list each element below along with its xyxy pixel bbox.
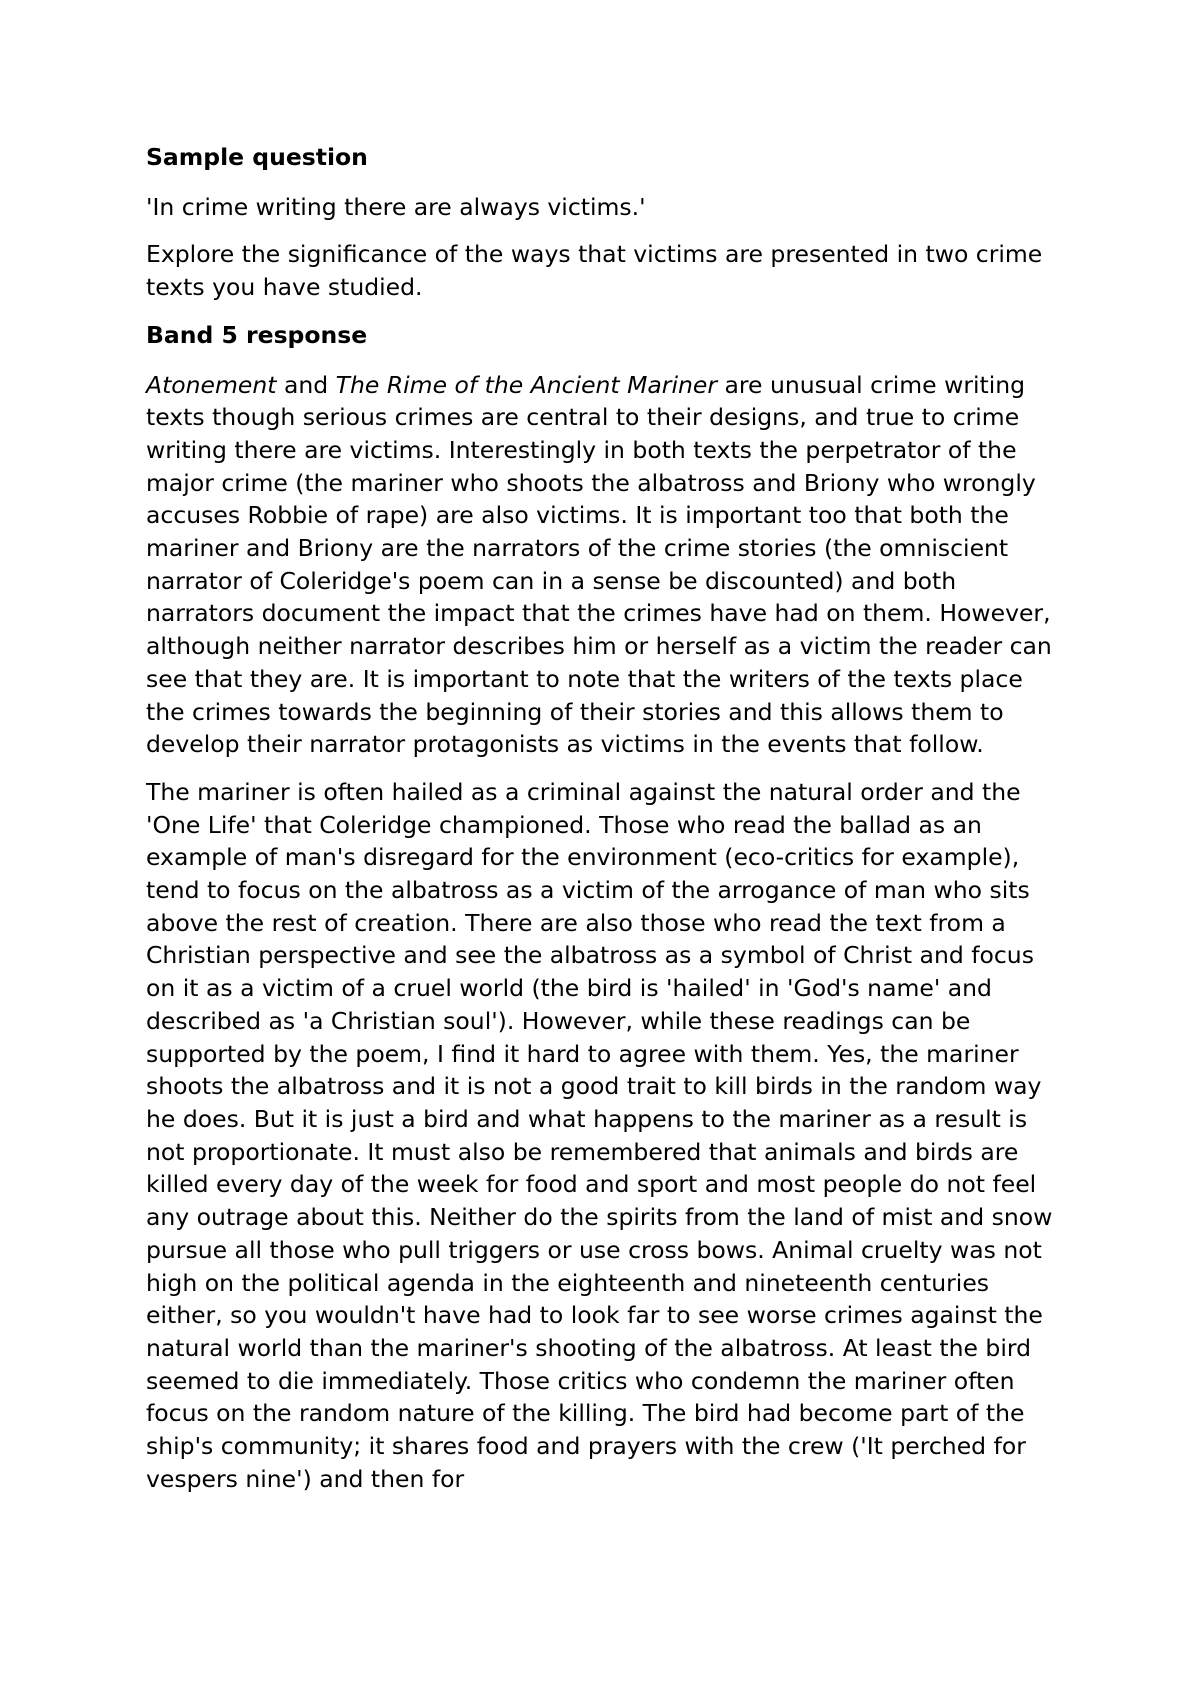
question-prompt: Explore the significance of the ways that victims are presented in two crime texts you have studied. [146, 240, 1043, 302]
response-paragraph-2: The mariner is often hailed as a criminal against the natural order and the 'One Life' that Coleridge championed. Those who read the ballad as an example of man's disregard for the environment (eco-critics for example), tend to focus on the albatross as a victim of the arrogance of man who sits above the rest of creation. There are also those who read the text from a Christian perspective and see the albatross as a symbol of Christ and focus on it as a victim of a cruel world (the bird is 'hailed' in 'God's name' and described as 'a Christian soul'). However, while these readings can be supported by the poem, I find it hard to agree with them. Yes, the mariner shoots the albatross and it is not a good trait to kill birds in the random way he does. But it is just a bird and what happens to the mariner as a result is not proportionate. It must also be remembered that animals and birds are killed every day of the week for food and sport and most people do not feel any outrage about this. Neither do the spirits from the land of mist and snow pursue all those who pull triggers or use cross bows. Animal cruelty was not high on the political agenda in the eighteenth and nineteenth centuries either, so you wouldn't have had to look far to see worse crimes against the natural world than the mariner's shooting of the albatross. At least the bird seemed to die immediately. Those critics who condemn the mariner often focus on the random nature of the killing. The bird had become part of the ship's community; it shares food and prayers with the crew ('It perched for vespers nine') and then for [146, 777, 1053, 1493]
title-rime: The Rime of the Ancient Mariner [335, 370, 717, 399]
title-conjunction: and [276, 370, 336, 399]
section-heading-response: Band 5 response [146, 320, 368, 349]
response-paragraph-1-text: are unusual crime writing texts though serious crimes are central to their designs, and true to crime writing there are victims. Interestingly in both texts the perpetrator of the major crime (the mariner who shoots the albatross and Briony who wrongly accuses Robbie of rape) are also victims. It is important too that both the mariner and Briony are the narrators of the crime stories (the omniscient narrator of Coleridge's poem can in a sense be discounted) and both narrators document the impact that the crimes have had on them. However, although neither narrator describes him or herself as a victim the reader can see that they are. It is important to note that the writers of the texts place the crimes towards the beginning of their stories and this allows them to develop their narrator protagonists as victims in the events that follow. [146, 370, 1052, 759]
section-heading-question: Sample question [146, 143, 368, 171]
question-quote: 'In crime writing there are always victims.' [146, 192, 646, 221]
document-page [146, 141, 1066, 1510]
response-paragraph-1 [146, 369, 1066, 761]
title-atonement: Atonement [146, 370, 277, 399]
